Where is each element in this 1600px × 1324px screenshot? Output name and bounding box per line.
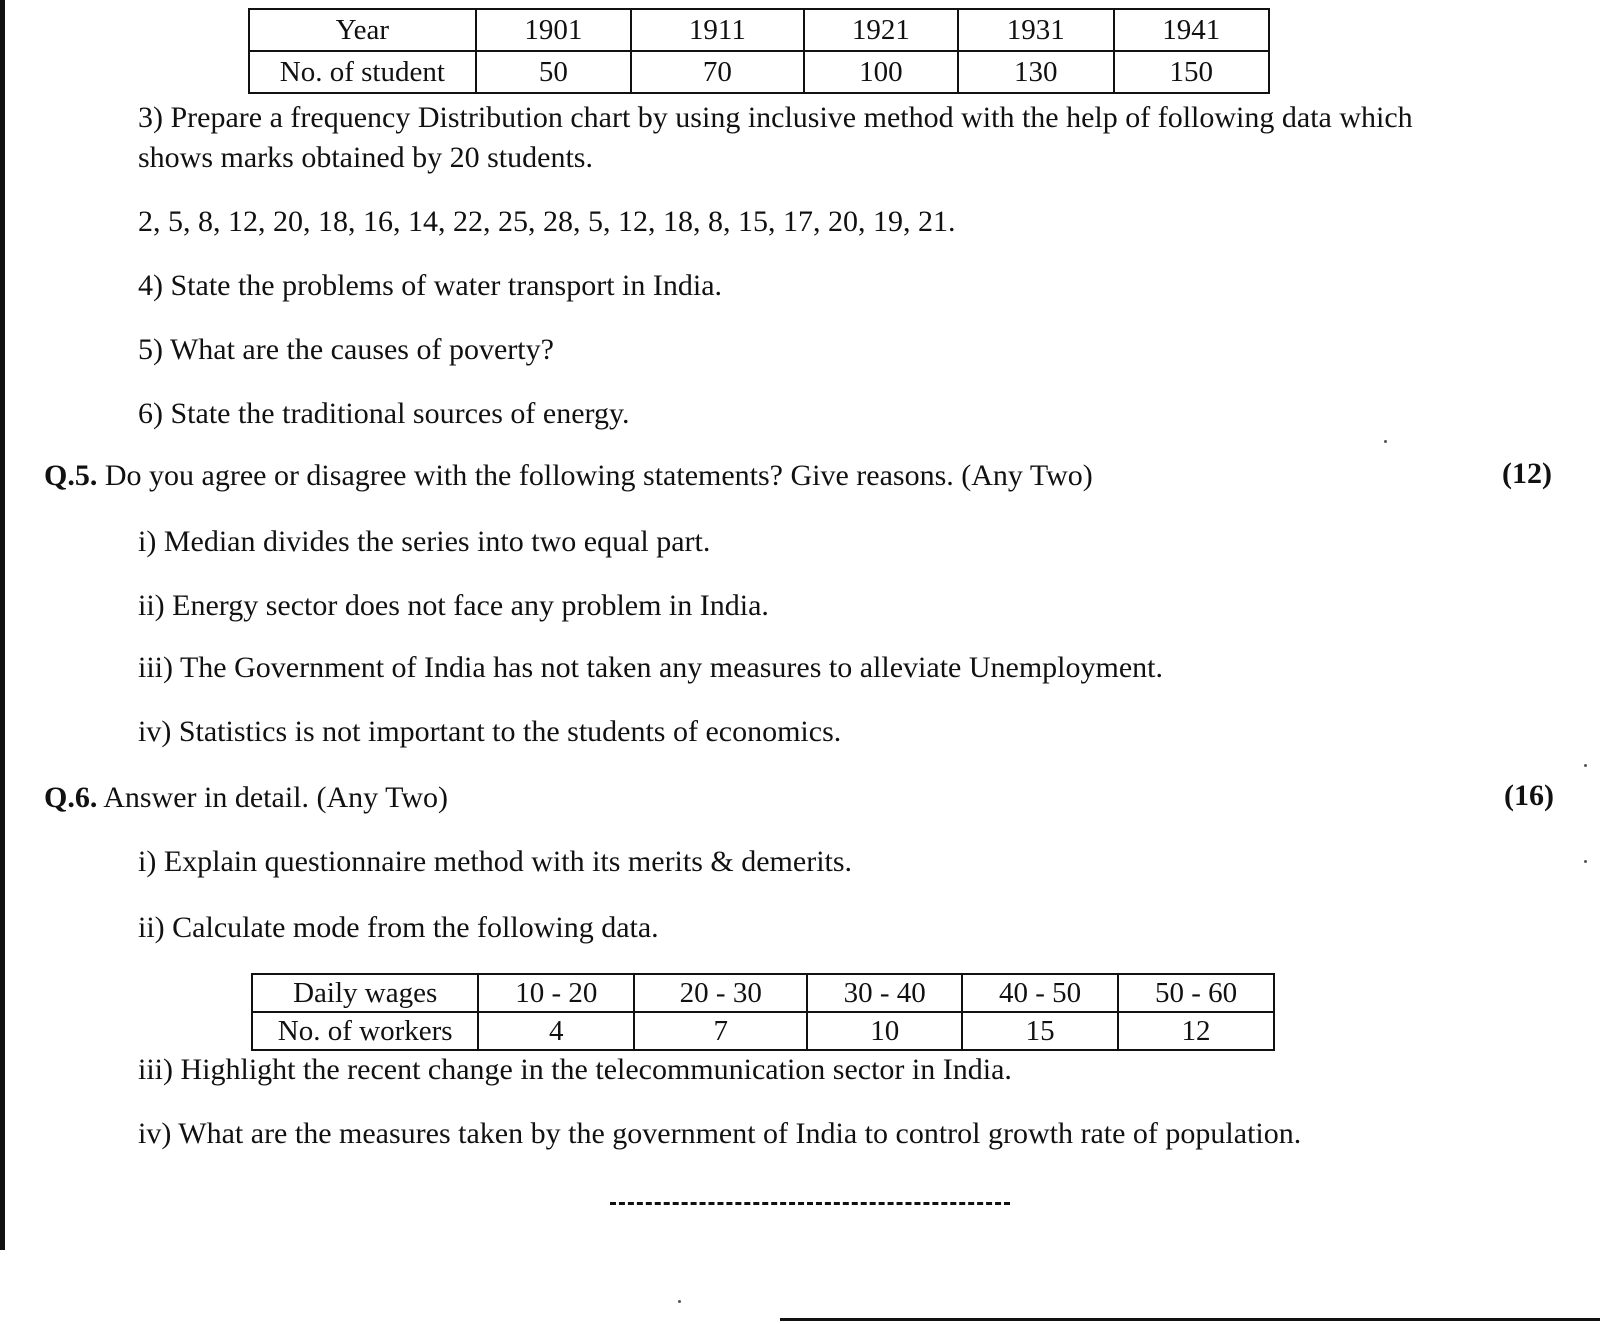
student-population-table [248,8,1270,94]
value-cell: 70 [631,51,804,93]
q5-number: Q.5. [44,459,98,492]
q5-heading [44,458,1093,494]
q4-item-3: 3) Prepare a frequency Distribution chart by using inclusive method with the help of following data which [138,101,1413,134]
q6-heading [44,780,448,816]
scan-speck [1584,764,1587,767]
q4-item-5: 5) What are the causes of poverty? [138,333,554,366]
year-cell: 1931 [958,9,1113,51]
table-row-label: No. of workers [252,1012,478,1050]
range-cell: 50 - 60 [1118,974,1274,1012]
q5-item-1: i) Median divides the series into two equal part. [138,525,711,558]
q6-marks: (16) [1504,779,1554,812]
q6-item-2: ii) Calculate mode from the following data. [138,911,659,944]
q5-prompt: Do you agree or disagree with the following statements? Give reasons. (Any Two) [104,459,1093,492]
q4-item-3-cont: shows marks obtained by 20 students. [138,141,593,174]
daily-wages-table [251,973,1275,1051]
q5-item-2: ii) Energy sector does not face any problem in India. [138,589,769,622]
page-left-border [0,0,5,1250]
q5-marks: (12) [1502,457,1552,490]
q6-item-1: i) Explain questionnaire method with its merits & demerits. [138,845,853,878]
table-row [249,9,1269,51]
range-cell: 10 - 20 [478,974,634,1012]
q4-item-6: 6) State the traditional sources of energy. [138,397,630,430]
table-row [252,1012,1274,1050]
q6-item-4: iv) What are the measures taken by the government of India to control growth rate of population. [138,1117,1302,1150]
year-cell: 1921 [804,9,958,51]
value-cell: 100 [804,51,958,93]
value-cell: 12 [1118,1012,1274,1050]
q6-number: Q.6. [44,781,98,814]
range-cell: 40 - 50 [962,974,1118,1012]
table-row [249,51,1269,93]
q6-prompt: Answer in detail. (Any Two) [103,781,448,814]
page-bottom-rule [780,1318,1600,1321]
range-cell: 20 - 30 [634,974,807,1012]
value-cell: 7 [634,1012,807,1050]
table-header-cell: Daily wages [252,974,478,1012]
value-cell: 15 [962,1012,1118,1050]
marks-data-list: 2, 5, 8, 12, 20, 18, 16, 14, 22, 25, 28, 5, 12, 18, 8, 15, 17, 20, 19, 21. [138,205,956,238]
value-cell: 10 [807,1012,962,1050]
year-cell: 1901 [476,9,631,51]
q4-item-4: 4) State the problems of water transport in India. [138,269,723,302]
q5-item-3: iii) The Government of India has not taken any measures to alleviate Unemployment. [138,651,1163,684]
year-cell: 1911 [631,9,804,51]
value-cell: 150 [1114,51,1269,93]
year-cell: 1941 [1114,9,1269,51]
scan-speck [1384,440,1387,443]
value-cell: 4 [478,1012,634,1050]
q5-item-4: iv) Statistics is not important to the students of economics. [138,715,842,748]
end-of-paper-divider [610,1202,1010,1205]
scan-speck [1584,860,1587,863]
q6-item-3: iii) Highlight the recent change in the telecommunication sector in India. [138,1053,1012,1086]
table-row-label: No. of student [249,51,476,93]
table-header-cell: Year [249,9,476,51]
scan-speck [678,1300,681,1303]
range-cell: 30 - 40 [807,974,962,1012]
table-row [252,974,1274,1012]
value-cell: 130 [958,51,1113,93]
value-cell: 50 [476,51,631,93]
